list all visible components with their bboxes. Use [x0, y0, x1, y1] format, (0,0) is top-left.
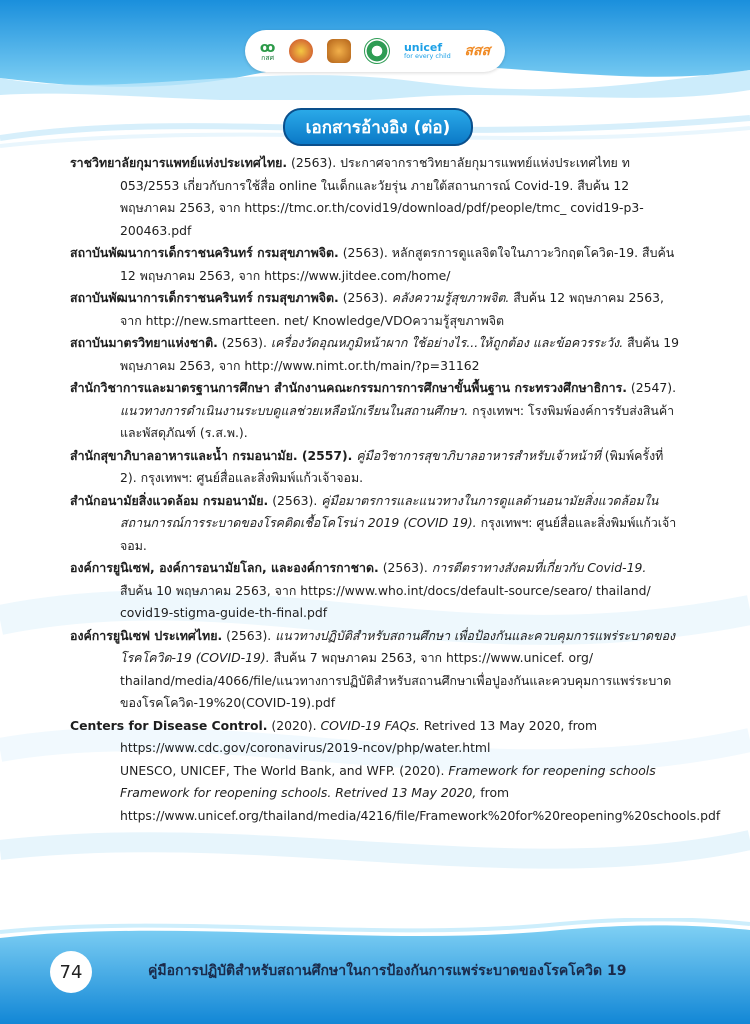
footer-title: คู่มือการปฏิบัติสำหรับสถานศึกษาในการป้องกันการแพร่ระบาดของโรคโควิด 19 — [148, 963, 627, 979]
title-area — [0, 108, 750, 148]
reference-item: ราชวิทยาลัยกุมารแพทย์แห่งประเทศไทย. (2563). ประกาศจากราชวิทยาลัยกุมารแพทย์แห่งประเทศไทย ท 053/2553 เกี่ยวกับการใช้สื่อ online ในเด็กและวัยรุ่น ภายใต้สถานการณ์ Covid-19. สืบค้น 12 พฤษภาคม 2563, จาก https://tmc.or.th/covid19/download/pdf/people/tmc_ covid19-p3-200463.pdf — [70, 155, 644, 238]
reference-item: Centers for Disease Control. (2020). COVID-19 FAQs. Retrived 13 May 2020, from https://www.cdc.gov/coronavirus/2019-ncov/php/water.html — [70, 717, 598, 755]
ministry-seal-2 — [327, 39, 351, 63]
reference-list — [0, 152, 750, 827]
reference-item: สำนักอนามัยสิ่งแวดล้อม กรมอนามัย. (2563). คู่มือมาตรการและแนวทางในการดูแลด้านอนามัยสิ่งแวดล้อมในสถานการณ์การระบาดของโรคติดเชื้อโคโรน่า 2019 (COVID 19). กรุงเทพฯ: ศูนย์สื่อและสิ่งพิมพ์แก้วเจ้าจอม. — [70, 492, 677, 553]
unicef-logo: unicef for every child — [403, 40, 451, 61]
ministry-seal-1 — [289, 39, 313, 63]
health-seal — [364, 38, 390, 64]
sss-logo: สสส — [464, 43, 491, 59]
partner-logos — [245, 30, 505, 72]
reference-item: สถาบันพัฒนาการเด็กราชนครินทร์ กรมสุขภาพจิต. (2563). หลักสูตรการดูแลจิตใจในภาวะวิกฤตโควิด-19. สืบค้น 12 พฤษภาคม 2563, จาก https://www.jitdee.com/home/ — [70, 245, 675, 283]
page-number: 74 — [50, 951, 92, 993]
reference-item: องค์การยูนิเซฟ, องค์การอนามัยโลก, และองค์การกาชาด. (2563). การตีตราทางสังคมที่เกี่ยวกับ Covid-19. สืบค้น 10 พฤษภาคม 2563, จาก https://www.who.int/docs/default-source/searo/ thailand/ covid19-stigma-guide-th-final.pdf — [70, 560, 651, 620]
reference-item: สถาบันพัฒนาการเด็กราชนครินทร์ กรมสุขภาพจิต. (2563). คลังความรู้สุขภาพจิต. สืบค้น 12 พฤษภาคม 2563, จาก http://new.smartteen. net/ Knowledge/VDOความรู้สุขภาพจิต — [70, 290, 664, 328]
thaihealth-logo: ꝏ กสศ — [259, 39, 276, 62]
reference-item: องค์การยูนิเซฟ ประเทศไทย. (2563). แนวทางปฏิบัติสำหรับสถานศึกษา เพื่อป้องกันและควบคุมการแพร่ระบาดของโรคโควิด-19 (COVID-19). สืบค้น 7 พฤษภาคม 2563, จาก https://www.unicef. org/ thailand/media/4066/file/แนวทางการปฏิบัติสำหรับสถานศึกษาเพื่อปูองกันและควบคุมการแพร่ระบาดของโรคโควิด-19%20(COVID-19).pdf — [70, 627, 676, 710]
reference-item: สำนักสุขาภิบาลอาหารและน้ำ กรมอนามัย. (2557). คู่มือวิชาการสุขาภิบาลอาหารสำหรับเจ้าหน้าที่ (พิมพ์ครั้งที่ 2). กรุงเทพฯ: ศูนย์สื่อและสิ่งพิมพ์แก้วเจ้าจอม. — [70, 447, 664, 485]
reference-item: สถาบันมาตรวิทยาแห่งชาติ. (2563). เครื่องวัดอุณหภูมิหน้าผาก ใช้อย่างไร...ให้ถูกต้อง และข้อควรระวัง. สืบค้น 19 พฤษภาคม 2563, จาก http://www.nimt.or.th/main/?p=31162 — [70, 335, 679, 373]
page-title: เอกสารอ้างอิง (ต่อ) — [283, 108, 473, 146]
reference-item: UNESCO, UNICEF, The World Bank, and WFP. (2020). Framework for reopening schools Framework for reopening schools. Retrived 13 May 2020, from https://www.unicef.org/thailand/media/4216/file/Framework%20for%20reopening%20schools.pdf — [120, 762, 721, 823]
reference-item: สำนักวิชาการและมาตรฐานการศึกษา สำนักงานคณะกรรมการการศึกษาขั้นพื้นฐาน กระทรวงศึกษาธิการ. (2547). แนวทางการดำเนินงานระบบดูแลช่วยเหลือนักเรียนในสถานศึกษา. กรุงเทพฯ: โรงพิมพ์องค์การรับส่งสินค้าและพัสดุภัณฑ์ (ร.ส.พ.). — [70, 380, 677, 440]
